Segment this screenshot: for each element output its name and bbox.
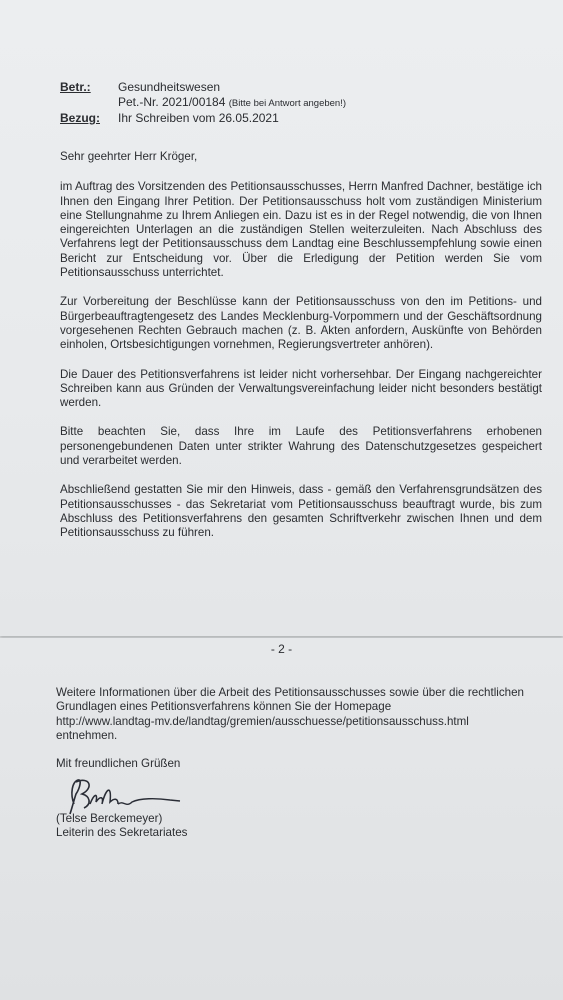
signer-block	[56, 812, 187, 841]
paragraph: im Auftrag des Vorsitzenden des Petitionsausschusses, Herrn Manfred Dachner, bestätige ich Ihnen den Eingang Ihrer Petition. Der Petitionsausschuss holt vom zuständigen Ministerium eine Stellungnahme zu Ihrem Anliegen ein. Dazu ist es in der Regel notwendig, die von Ihnen eingereichten Unterlagen an die zuständigen Stellen weiterzuleiten. Nach Abschluss des Verfahrens legt der Petitionsausschuss dem Landtag eine Beschlussempfehlung sowie einen Bericht zur Entscheidung vor. Über die Erledigung der Petition werden Sie vom Petitionsausschuss unterrichtet.	[60, 180, 542, 280]
salutation: Sehr geehrter Herr Kröger,	[60, 150, 198, 163]
homepage-url: http://www.landtag-mv.de/landtag/gremien/ausschuesse/petitionsausschuss.html	[56, 714, 469, 728]
info-text: Weitere Informationen über die Arbeit des Petitionsausschusses sowie über die rechtlichen Grundlagen eines Petitionsverfahrens können Sie der Homepage	[56, 686, 524, 714]
letter-body	[60, 150, 542, 556]
paragraph: Die Dauer des Petitionsverfahrens ist leider nicht vorhersehbar. Der Eingang nachgereichter Schreiben kann aus Gründen der Verwaltungsvereinfachung leider nicht besonders bestätigt werden.	[60, 367, 542, 410]
signer-name: (Telse Berckemeyer)	[56, 812, 163, 825]
page-number: - 2 -	[270, 642, 293, 656]
paragraph: Bitte beachten Sie, dass Ihre im Laufe des Petitionsverfahrens erhobenen personengebundenen Daten unter strikter Wahrung des Datenschutzgesetzes gespeichert und verarbeitet werden.	[60, 425, 542, 468]
bezug-value: Ihr Schreiben vom 26.05.2021	[118, 111, 279, 125]
signer-title: Leiterin des Sekretariates	[56, 826, 188, 840]
petition-number: Pet.-Nr. 2021/00184 (Bitte bei Antwort angeben!)	[118, 95, 347, 109]
betr-label: Betr.:	[60, 80, 91, 94]
closing-greeting: Mit freundlichen Grüßen	[56, 757, 181, 770]
info-end: entnehmen.	[56, 728, 118, 742]
reference-block	[60, 80, 346, 126]
page2-body	[56, 686, 524, 743]
paragraph: Zur Vorbereitung der Beschlüsse kann der Petitionsausschuss von den im Petitions- und Bürgerbeauftragtengesetz des Landes Mecklenburg-Vorpommern und der Geschäftsordnung vorgesehenen Rechten Gebrauch machen (z. B. Akten anfordern, Auskünfte von Behörden einholen, Ortsbesichtigungen vornehmen, Regierungsvertreter anhören).	[60, 295, 542, 352]
paragraph: Abschließend gestatten Sie mir den Hinweis, dass - gemäß den Verfahrensgrundsätzen des Petitionsausschusses - das Sekretariat vom Petitionsausschuss beauftragt wurde, bis zum Abschluss des Petitionsverfahrens den gesamten Schriftverkehr zwischen Ihnen und dem Petitionsausschuss zu führen.	[60, 483, 542, 540]
petition-number-note: (Bitte bei Antwort angeben!)	[228, 98, 347, 109]
bezug-label: Bezug:	[60, 111, 100, 125]
betr-value: Gesundheitswesen	[118, 80, 221, 94]
